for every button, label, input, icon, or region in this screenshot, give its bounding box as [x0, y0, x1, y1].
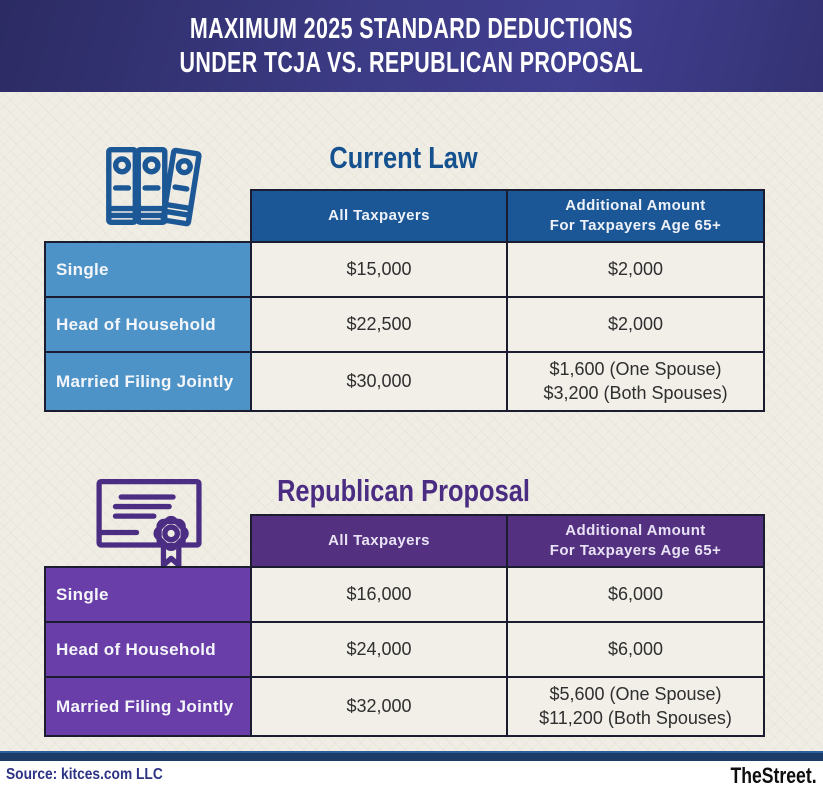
table-row: [45, 297, 764, 352]
republican-proposal-title: Republican Proposal: [277, 473, 530, 508]
table-row: [45, 677, 764, 736]
row-label-single: Single: [45, 242, 251, 297]
value-line: $1,600 (One Spouse): [549, 359, 722, 380]
additional-amount-header: [507, 515, 764, 567]
row-label-married-filing-jointly: Married Filing Jointly: [45, 352, 251, 411]
banner-title-line2: UNDER TCJA VS. REPUBLICAN PROPOSAL: [179, 47, 644, 79]
current-law-table: [44, 189, 765, 412]
table-header-row: [45, 190, 764, 242]
footer: [0, 761, 823, 800]
value-line: $3,200 (Both Spouses): [543, 382, 728, 403]
value-cell: $24,000: [251, 622, 507, 677]
additional-amount-header-line1: Additional Amount: [565, 521, 706, 539]
value-line: $2,000: [607, 258, 664, 279]
footer-divider-bar: [0, 751, 823, 761]
value-cell: [507, 622, 764, 677]
row-label-head-of-household: Head of Household: [45, 297, 251, 352]
value-cell: $16,000: [251, 567, 507, 622]
value-cell: [507, 352, 764, 411]
empty-corner-cell: [45, 515, 251, 567]
table-row: [45, 352, 764, 411]
all-taxpayers-header: All Taxpayers: [251, 515, 507, 567]
value-cell: $30,000: [251, 352, 507, 411]
additional-amount-header-line2: For Taxpayers Age 65+: [549, 217, 722, 234]
value-line: $11,200 (Both Spouses): [539, 707, 732, 728]
row-label-single: Single: [45, 567, 251, 622]
row-label-married-filing-jointly: Married Filing Jointly: [45, 677, 251, 736]
table-header-row: [45, 515, 764, 567]
banner: [0, 0, 823, 92]
value-cell: [507, 242, 764, 297]
value-line: $6,000: [607, 583, 664, 604]
thestreet-logo: TheStreet.: [730, 763, 817, 788]
value-line: $5,600 (One Spouse): [549, 684, 722, 705]
banner-title-line1: MAXIMUM 2025 STANDARD DEDUCTIONS: [189, 13, 634, 45]
value-cell: [507, 567, 764, 622]
table-row: [45, 567, 764, 622]
empty-corner-cell: [45, 190, 251, 242]
republican-proposal-table: [44, 514, 765, 737]
table-row: [45, 242, 764, 297]
row-label-head-of-household: Head of Household: [45, 622, 251, 677]
all-taxpayers-header: All Taxpayers: [251, 190, 507, 242]
value-cell: [507, 677, 764, 736]
value-cell: $15,000: [251, 242, 507, 297]
value-cell: $22,500: [251, 297, 507, 352]
current-law-title: Current Law: [329, 140, 478, 175]
value-cell: [507, 297, 764, 352]
source-attribution: Source: kitces.com LLC: [6, 766, 163, 783]
additional-amount-header-line1: Additional Amount: [565, 196, 706, 214]
value-line: $6,000: [607, 638, 664, 659]
value-line: $2,000: [607, 313, 664, 334]
additional-amount-header-line2: For Taxpayers Age 65+: [549, 542, 722, 559]
table-row: [45, 622, 764, 677]
additional-amount-header: [507, 190, 764, 242]
value-cell: $32,000: [251, 677, 507, 736]
